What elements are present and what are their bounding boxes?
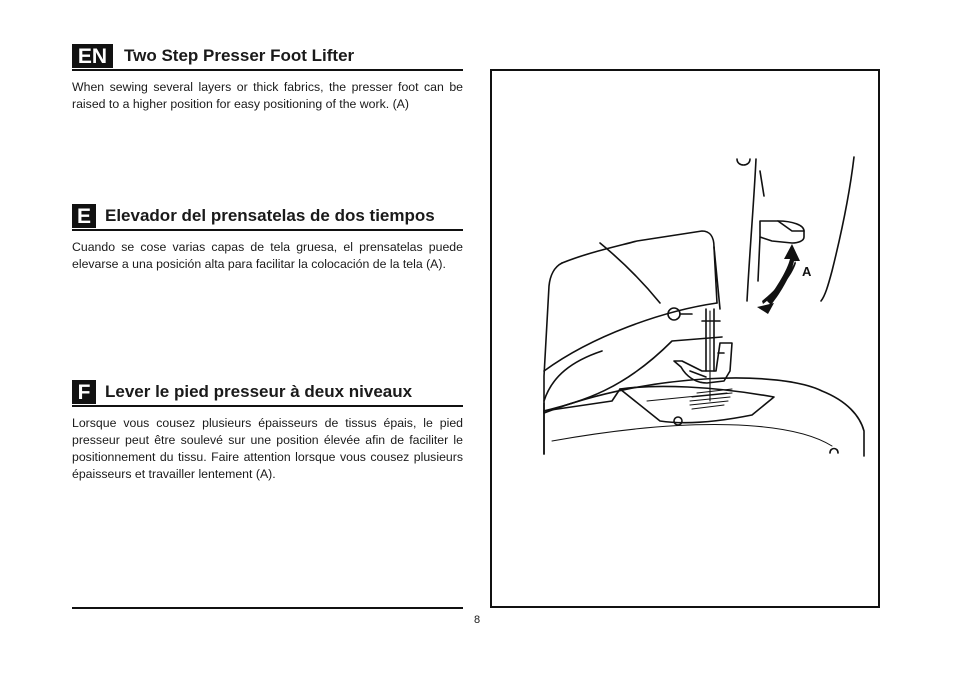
bottom-rule [72, 607, 463, 609]
section-title-es: Elevador del prensatelas de dos tiempos [105, 206, 435, 225]
language-badge-fr: F [72, 380, 96, 404]
section-en [72, 43, 463, 113]
figure-label-a: A [802, 264, 812, 279]
page-number: 8 [473, 614, 481, 626]
section-fr [72, 379, 463, 483]
section-header-fr [72, 379, 463, 407]
section-title-en: Two Step Presser Foot Lifter [124, 46, 355, 65]
language-badge-es: E [72, 204, 96, 228]
section-body-es: Cuando se cose varias capas de tela gruesa, el prensatelas puede elevarse a una posición alta para facilitar la colocación de la tela (A). [72, 240, 463, 271]
section-header-en [72, 43, 463, 71]
section-body-en: When sewing several layers or thick fabrics, the presser foot can be raised to a higher position for easy positioning of the work. (A) [72, 80, 463, 111]
section-header-es [72, 203, 463, 231]
section-es [72, 203, 463, 273]
section-body-fr: Lorsque vous cousez plusieurs épaisseurs de tissus épais, le pied presseur peut être soulevé sur une position élevée afin de faciliter le positionnement du tissu. Faire attention lorsque vous cousez plusieurs épaisseurs et travailler lentement (A). [72, 416, 463, 481]
section-title-fr: Lever le pied presseur à deux niveaux [105, 382, 413, 401]
sewing-machine-illustration [492, 71, 878, 606]
sewing-machine-figure [490, 69, 880, 608]
language-badge-en: EN [72, 44, 113, 68]
